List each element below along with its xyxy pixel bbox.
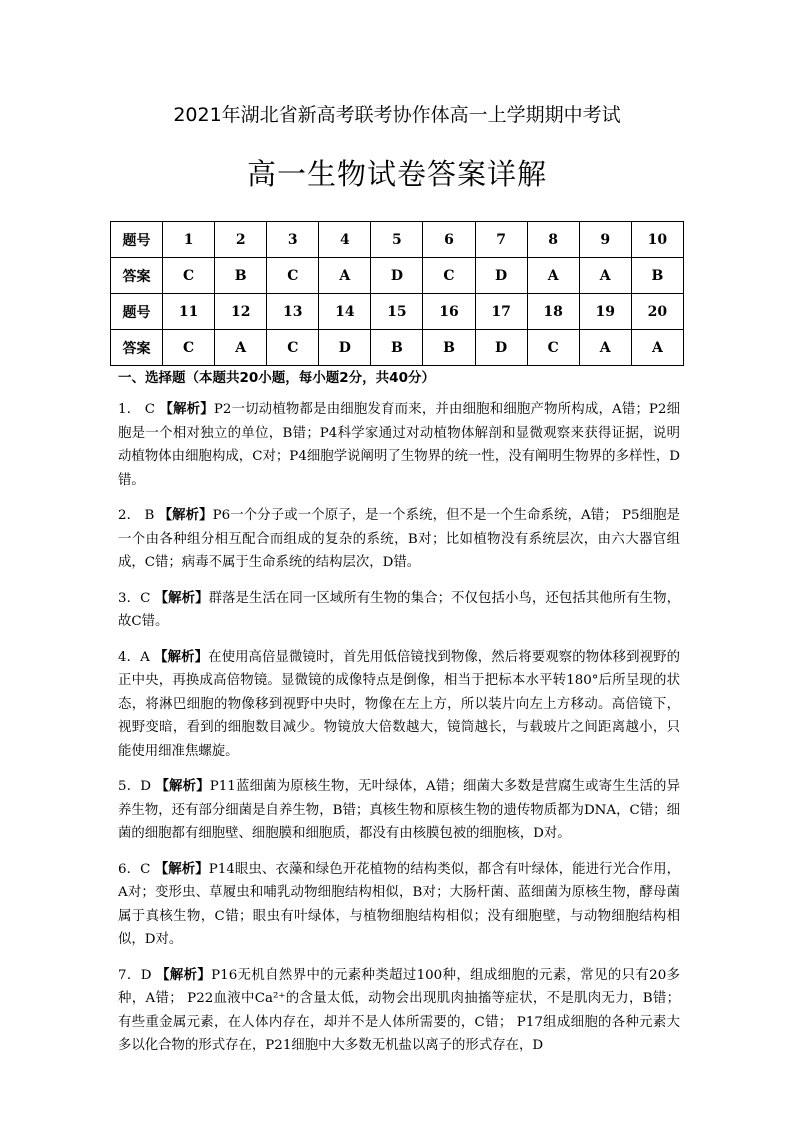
question-number: 3 bbox=[267, 222, 319, 258]
question-number: 2 bbox=[215, 222, 267, 258]
item-number: 1． bbox=[118, 402, 141, 417]
row-label-answer: 答案 bbox=[111, 330, 163, 366]
question-number: 20 bbox=[631, 294, 683, 330]
analysis-tag: 【解析】 bbox=[154, 590, 209, 606]
analysis-tag: 【解析】 bbox=[154, 861, 209, 877]
question-number: 13 bbox=[267, 294, 319, 330]
answer-cell: C bbox=[527, 330, 579, 366]
table-row bbox=[111, 294, 684, 330]
analysis-tag: 【解析】 bbox=[159, 402, 214, 417]
analysis-tag: 【解析】 bbox=[158, 508, 213, 523]
answer-cell: D bbox=[319, 330, 371, 366]
answer-cell: A bbox=[579, 330, 631, 366]
item-answer: D bbox=[140, 967, 152, 983]
answer-cell: D bbox=[371, 258, 423, 294]
table-row bbox=[111, 222, 684, 258]
item-text: P11蓝细菌为原核生物，无叶绿体，A错；细菌大多数是营腐生或寄生生活的异养生物，还有部分细菌是自养生物，B错；真核生物和原核生物的遗传物质都为DNA，C错；细菌的细胞都有细胞壁、细胞膜和细胞质，都没有由核膜包被的细胞核，D对。 bbox=[118, 779, 681, 841]
answer-cell: A bbox=[215, 330, 267, 366]
answer-cell: C bbox=[163, 258, 215, 294]
item-text: P14眼虫、衣藻和绿色开花植物的结构类似，都含有叶绿体，能进行光合作用，A对；变形虫、草履虫和哺乳动物细胞结构相似，B对；大肠杆菌、蓝细菌为原核生物，酵母菌属于真核生物，C错；眼虫有叶绿体，与植物细胞结构相似；没有细胞壁，与动物细胞结构相似，D对。 bbox=[118, 861, 680, 947]
explanation-list bbox=[118, 398, 680, 1070]
answer-cell: D bbox=[475, 258, 527, 294]
answer-cell: B bbox=[423, 330, 475, 366]
item-answer: C bbox=[140, 861, 151, 877]
question-number: 8 bbox=[527, 222, 579, 258]
item-answer: C bbox=[144, 402, 156, 417]
item-number: 4． bbox=[118, 649, 141, 665]
list-item bbox=[118, 398, 680, 492]
question-number: 19 bbox=[579, 294, 631, 330]
item-answer: C bbox=[140, 590, 151, 606]
question-number: 16 bbox=[423, 294, 475, 330]
question-number: 9 bbox=[579, 222, 631, 258]
row-label-answer: 答案 bbox=[111, 258, 163, 294]
answer-cell: A bbox=[631, 330, 683, 366]
list-item bbox=[118, 775, 680, 846]
item-text: 群落是生活在同一区域所有生物的集合；不仅包括小鸟，还包括其他所有生物，故C错。 bbox=[118, 590, 680, 629]
item-number: 3． bbox=[118, 590, 141, 606]
answer-cell: C bbox=[163, 330, 215, 366]
question-number: 6 bbox=[423, 222, 475, 258]
question-number: 14 bbox=[319, 294, 371, 330]
question-number: 7 bbox=[475, 222, 527, 258]
item-answer: A bbox=[140, 649, 150, 665]
item-answer: B bbox=[144, 508, 155, 523]
answer-cell: C bbox=[267, 258, 319, 294]
question-number: 15 bbox=[371, 294, 423, 330]
question-number: 4 bbox=[319, 222, 371, 258]
item-number: 2． bbox=[118, 508, 141, 523]
list-item bbox=[118, 646, 680, 764]
list-item bbox=[118, 587, 680, 634]
table-row bbox=[111, 258, 684, 294]
answer-cell: B bbox=[631, 258, 683, 294]
question-number: 11 bbox=[163, 294, 215, 330]
item-text: P2一切动植物都是由细胞发育而来，并由细胞和细胞产物所构成，A错；P2细胞是一个相对独立的单位，B错；P4科学家通过对动植物体解剖和显微观察来获得证据，说明动植物体由细胞构成，C对；P4细胞学说阐明了生物界的统一性，没有阐明生物界的多样性，D错。 bbox=[118, 402, 681, 488]
question-number: 5 bbox=[371, 222, 423, 258]
list-item bbox=[118, 504, 680, 575]
answer-cell: B bbox=[371, 330, 423, 366]
document-subtitle: 高一生物试卷答案详解 bbox=[246, 157, 547, 191]
answer-cell: A bbox=[579, 258, 631, 294]
question-number: 18 bbox=[527, 294, 579, 330]
analysis-tag: 【解析】 bbox=[156, 967, 212, 983]
section-heading: 一、选择题（本题共20小题，每小题2分，共40分） bbox=[118, 370, 435, 386]
analysis-tag: 【解析】 bbox=[154, 649, 209, 665]
row-label-question: 题号 bbox=[111, 222, 163, 258]
item-text: P6一个分子或一个原子，是一个系统，但不是一个生命系统，A错； P5细胞是一个由各种组分相互配合而组成的复杂的系统，B对；比如植物没有系统层次，由六大器官组成，C错；病毒不属于生命系统的结构层次，D错。 bbox=[118, 508, 680, 570]
item-text: 在使用高倍显微镜时，首先用低倍镜找到物像，然后将要观察的物体移到视野的正中央，再换成高倍物镜。显微镜的成像特点是倒像，相当于把标本水平转180°后所呈现的状态，将淋巴细胞的物像移到视野中央时，物像在左上方，所以装片向左上方移动。高倍镜下，视野变暗，看到的细胞数目减少。物镜放大倍数越大，镜筒越长，与载玻片之间距离越小，只能使用细准焦螺旋。 bbox=[118, 649, 681, 759]
answer-cell: C bbox=[423, 258, 475, 294]
question-number: 10 bbox=[631, 222, 683, 258]
list-item bbox=[118, 858, 680, 952]
question-number: 17 bbox=[475, 294, 527, 330]
answer-cell: A bbox=[319, 258, 371, 294]
item-answer: D bbox=[140, 779, 152, 794]
answer-cell: A bbox=[527, 258, 579, 294]
question-number: 12 bbox=[215, 294, 267, 330]
item-number: 5． bbox=[118, 779, 141, 794]
question-number: 1 bbox=[163, 222, 215, 258]
item-text: P16无机自然界中的元素种类超过100种，组成细胞的元素，常见的只有20多种，A错； P22血液中Ca²⁺的含量太低，动物会出现肌肉抽搐等症状，不是肌肉无力，B错；有些重金属元素，在人体内存在，却并不是人体所需要的，C错； P17组成细胞的各种元素大多以化合物的形式存在，P21细胞中大多数无机盐以离子的形式存在，D bbox=[118, 967, 680, 1053]
row-label-question: 题号 bbox=[111, 294, 163, 330]
answer-table bbox=[110, 221, 684, 366]
answer-cell: D bbox=[475, 330, 527, 366]
list-item bbox=[118, 964, 680, 1058]
analysis-tag: 【解析】 bbox=[155, 779, 210, 794]
table-row bbox=[111, 330, 684, 366]
item-number: 6． bbox=[118, 861, 141, 877]
exam-title: 2021年湖北省新高考联考协作体高一上学期期中考试 bbox=[173, 104, 621, 126]
answer-cell: C bbox=[267, 330, 319, 366]
item-number: 7． bbox=[118, 967, 141, 983]
answer-cell: B bbox=[215, 258, 267, 294]
